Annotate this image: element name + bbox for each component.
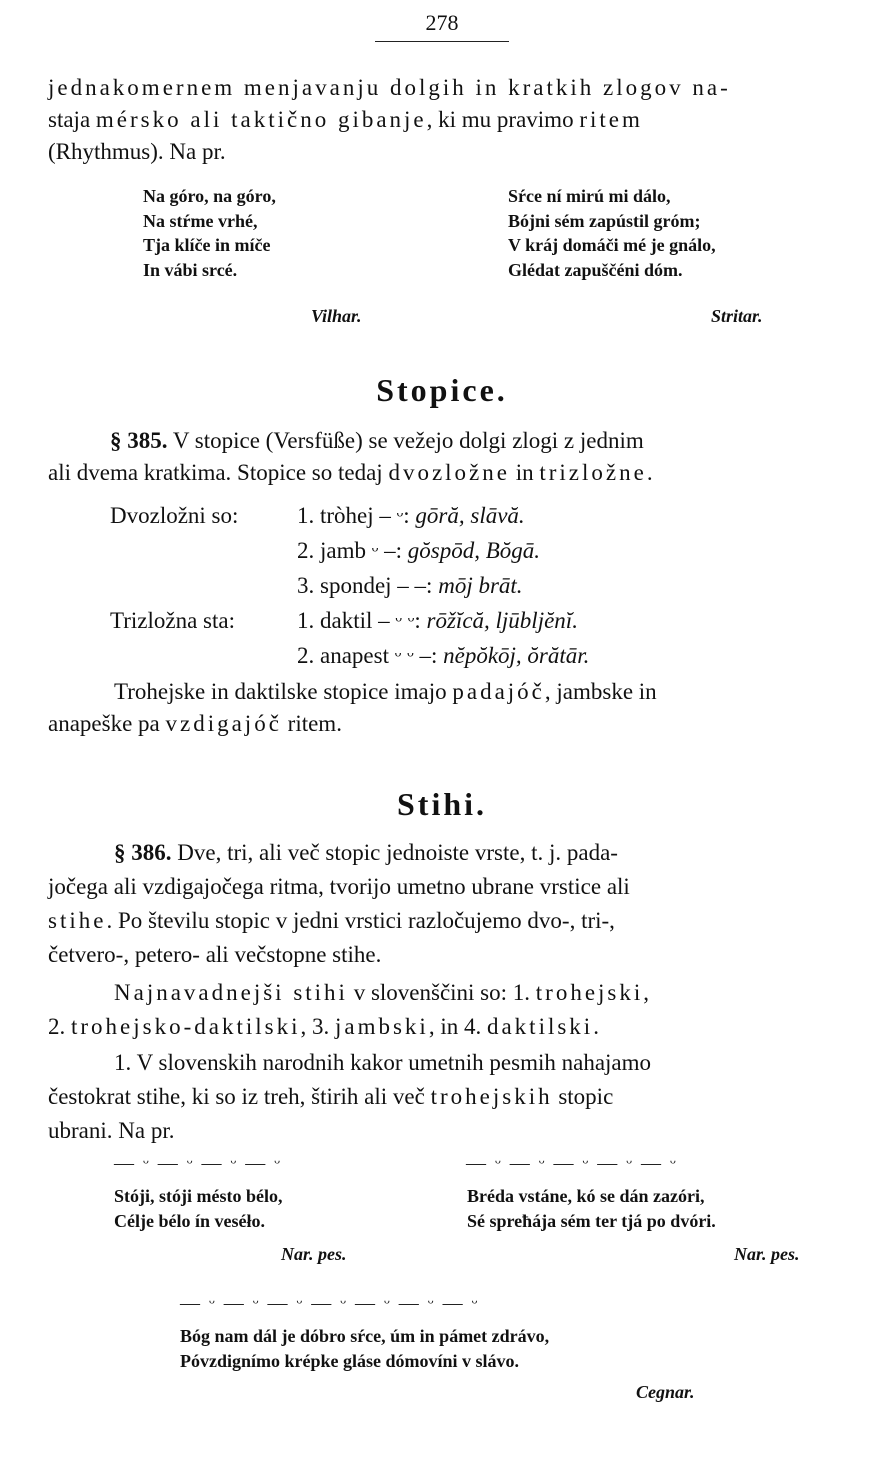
poem-author: Nar. pes.: [281, 1244, 347, 1264]
section-number: § 385.: [110, 428, 168, 453]
poem-line: Tja klíče in míče: [143, 235, 271, 255]
meter-scheme: — ᵕ — ᵕ — ᵕ — ᵕ — ᵕ — ᵕ — ᵕ: [180, 1292, 480, 1314]
poem-folk-left: [114, 1184, 282, 1233]
common-line-2: 2. trohejsko-daktilski, 3. jambski, in 4. daktilski.: [48, 1014, 599, 1039]
intro-line-3: (Rhythmus). Na pr.: [48, 139, 226, 164]
poem-stritar: [508, 184, 716, 282]
poem-line: V kráj domáči mé je gnálo,: [508, 235, 716, 255]
poem-line: Sé spreħája sém ter tjá po dvóri.: [467, 1210, 716, 1231]
s386-line-3: stihe. Po številu stopic v jedni vrstici razločujemo dvo-, tri-,: [48, 908, 615, 933]
poem-line: Glédat zapuščéni dóm.: [508, 259, 683, 280]
poem-author: Cegnar.: [636, 1382, 695, 1402]
poem-line: Póvzdignímo krépke gláse dómovíni v slávo.: [180, 1350, 520, 1371]
poem-line: Bóg nam dál je dóbro sŕce, úm in pámet zdrávo,: [180, 1326, 550, 1346]
section-385: [48, 425, 844, 489]
poem-line: Bréda vstáne, kó se dán zazóri,: [467, 1186, 705, 1206]
s386-line-1: § 386. Dve, tri, ali več stopic jednoiste vrste, t. j. pada-: [114, 840, 618, 865]
common-line-1: Najnavadnejši stihi v slovenščini so: 1. trohejski,: [114, 980, 650, 1005]
section-number: § 386.: [114, 840, 172, 865]
common-verses-paragraph: [48, 976, 844, 1044]
poem-cegnar: [180, 1324, 549, 1373]
poem-line: Na góro, na góro,: [143, 186, 276, 206]
meter-scheme: — ᵕ — ᵕ — ᵕ — ᵕ: [114, 1152, 283, 1174]
poem-author: Vilhar.: [311, 306, 362, 326]
s385-line-1: § 385. V stopice (Versfüße) se vežejo dolgi zlogi z jednim: [110, 428, 644, 453]
intro-paragraph: [48, 72, 844, 168]
section-386: [48, 836, 844, 972]
poem-author: Stritar.: [711, 306, 763, 326]
trochaic-line-2: čestokrat stihe, ki so iz treh, štirih ali več trohejskih stopic: [48, 1084, 614, 1109]
s385-line-2: ali dvema kratkima. Stopice so tedaj dvozložne in trizložne.: [48, 460, 653, 485]
trochaic-paragraph: [48, 1046, 844, 1148]
poem-author: Nar. pes.: [734, 1244, 800, 1264]
header-rule: [375, 41, 509, 42]
section-heading-stopice: Stopice.: [376, 372, 508, 408]
trochaic-line-1: 1. V slovenskih narodnih kakor umetnih pesmih nahajamo: [114, 1050, 652, 1075]
poem-line: Stóji, stóji mésto bélo,: [114, 1186, 283, 1206]
rhythm-line-2: anapeške pa vzdigajóč ritem.: [48, 711, 342, 736]
poem-line: Sŕce ní mirú mi dálo,: [508, 186, 671, 206]
poem-line: Célje bélo ín veséło.: [114, 1210, 265, 1231]
intro-line-1: jednakomernem menjavanju dolgih in kratkih zlogov na-: [48, 75, 731, 100]
rhythm-line-1: Trohejske in daktilske stopice imajo padajóč, jambske in: [114, 679, 657, 704]
s386-line-4: četvero-, petero- ali večstopne stihe.: [48, 942, 382, 967]
intro-line-2: staja mérsko ali taktično gibanje, ki mu pravimo ritem: [48, 107, 643, 132]
poem-line: Na stŕme vrhé,: [143, 210, 258, 231]
poem-folk-right: [467, 1184, 716, 1233]
s386-line-2: jočega ali vzdigajočega ritma, tvorijo umetno ubrane vrstice ali: [48, 874, 630, 899]
meter-scheme: — ᵕ — ᵕ — ᵕ — ᵕ — ᵕ: [466, 1152, 678, 1174]
rhythm-paragraph: [48, 676, 844, 740]
poem-line: Bójni sém zapústil gróm;: [508, 210, 701, 231]
poem-vilhar: [143, 184, 276, 282]
trochaic-line-3: ubrani. Na pr.: [48, 1118, 175, 1143]
page-number: 278: [425, 10, 459, 35]
poem-line: In vábi srcé.: [143, 259, 238, 280]
section-heading-stihi: Stihi.: [396, 786, 488, 822]
